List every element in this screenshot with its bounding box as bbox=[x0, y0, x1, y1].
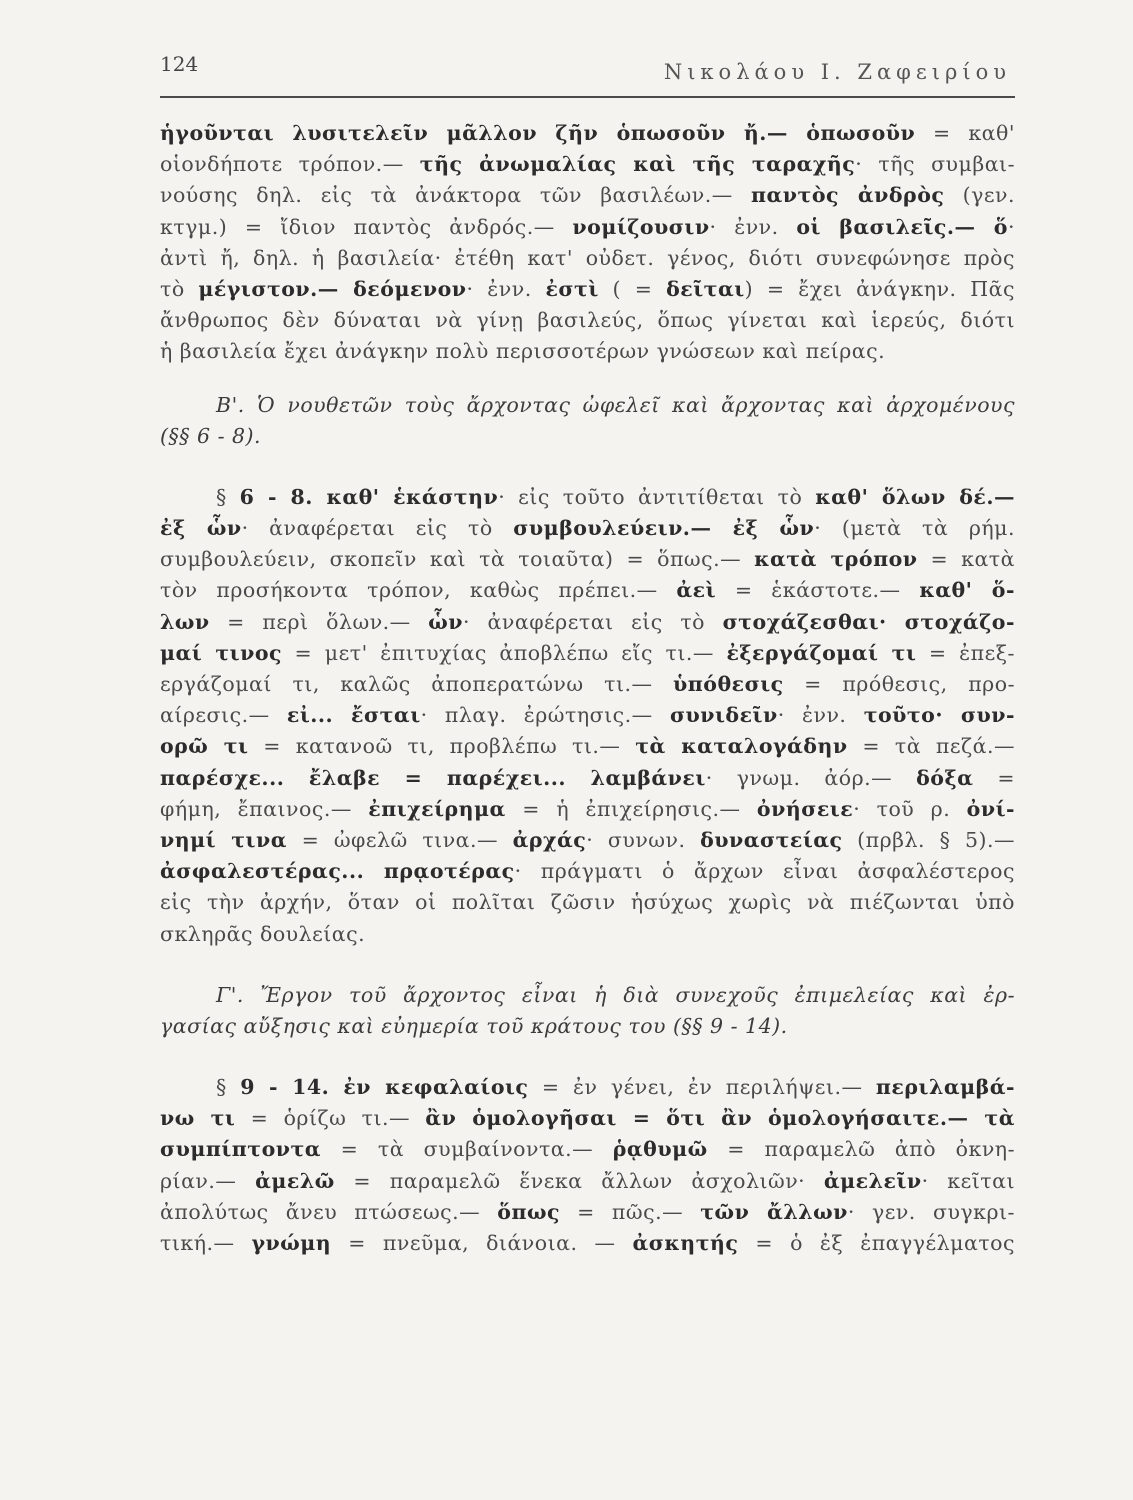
text-line: νω τι = ὁρίζω τι.— ἂν ὁμολογῆσαι = ὅτι ἂν ὁμολογήσαιτε.— τὰ bbox=[160, 1106, 1015, 1131]
text-line: ρίαν.— ἀμελῶ = παραμελῶ ἕνεκα ἄλλων ἀσχολιῶν· ἀμελεῖν· κεῖται bbox=[160, 1168, 1015, 1193]
bold-term: νημί τινα bbox=[160, 827, 287, 852]
bold-term: ἐξ ὧν bbox=[160, 516, 242, 541]
bold-term: δυναστείας bbox=[700, 827, 843, 852]
text-line: § 9 - 14. ἐν κεφαλαίοις = ἐν γένει, ἐν περιλήψει.— περιλαμβά- bbox=[216, 1075, 1015, 1100]
bold-term: ἐπιχείρημα bbox=[368, 796, 506, 821]
bold-term: εἰ... ἔσται bbox=[286, 703, 421, 728]
bold-term: ὑπόθεσις bbox=[673, 672, 784, 696]
bold-term: τῶν ἄλλων bbox=[700, 1199, 848, 1224]
bold-term: οἱ βασιλεῖς.— ὅ bbox=[796, 214, 1008, 239]
text-line: μαί τινος = μετ' ἐπιτυχίας ἀποβλέπω εἴς τι.— ἐξεργάζομαί τι = ἐπεξ- bbox=[160, 640, 1015, 665]
text-line: σκληρᾶς δουλείας. bbox=[160, 921, 366, 946]
text-line: συμπίπτοντα = τὰ συμβαίνοντα.— ῥᾳθυμῶ = παραμελῶ ἀπὸ ὀκνη- bbox=[160, 1137, 1015, 1162]
bold-term: ἀσφαλεστέρας... πρᾳοτέρας bbox=[160, 859, 515, 884]
bold-term: ορῶ τι bbox=[160, 734, 249, 759]
body-text bbox=[160, 118, 1015, 1259]
text-line: εργάζομαί τι, καλῶς ἀποπερατώνω τι.— ὑπόθεσις = πρόθεσις, προ- bbox=[160, 672, 1015, 696]
bold-term: καθ' ὅλων δέ.— bbox=[815, 484, 1015, 509]
bold-term: τοῦτο· συν- bbox=[863, 703, 1015, 728]
page-number: 124 bbox=[160, 52, 199, 76]
bold-term: ἀμελεῖν bbox=[823, 1168, 922, 1193]
text-line: αίρεσις.— εἰ... ἔσται· πλαγ. ἐρώτησις.— συνιδεῖν· ἐνν. τοῦτο· συν- bbox=[160, 703, 1015, 728]
bold-term: παρέσχε... ἔλαβε = παρέχει... λαμβάνει bbox=[160, 765, 706, 790]
bold-term: συμβουλεύειν.— ἐξ ὧν bbox=[513, 516, 815, 541]
bold-term: ὅπως bbox=[497, 1199, 560, 1224]
bold-term: ἐξεργάζομαί τι bbox=[726, 640, 917, 665]
bold-term: γνώμη bbox=[251, 1231, 332, 1255]
text-line: συμβουλεύειν, σκοπεῖν καὶ τὰ τοιαῦτα) = ὅπως.— κατὰ τρόπον = κατὰ bbox=[160, 547, 1015, 572]
text-line: ἄνθρωπος δὲν δύναται νὰ γίνῃ βασιλεύς, ὅπως γίνεται καὶ ἱερεύς, διότι bbox=[160, 308, 1015, 333]
bold-term: ἀσκητής bbox=[632, 1231, 739, 1255]
bold-term: ἡγοῦνται λυσιτελεῖν μᾶλλον ζῆν ὁπωσοῦν ἤ.— ὁπωσοῦν bbox=[160, 121, 916, 145]
text-line: οἱονδήποτε τρόπον.— τῆς ἀνωμαλίας καὶ τῆς ταραχῆς· τῆς συμβαι- bbox=[160, 152, 1015, 177]
section-heading-line: Γ'. Ἔργον τοῦ ἄρχοντος εἶναι ἡ διὰ συνεχοῦς ἐπιμελείας καὶ ἐρ- bbox=[216, 982, 1015, 1007]
text-line: ἐξ ὧν· ἀναφέρεται εἰς τὸ συμβουλεύειν.— ἐξ ὧν· (μετὰ τὰ ρήμ. bbox=[160, 516, 1015, 541]
section-heading-line: (§§ 6 - 8). bbox=[160, 423, 262, 448]
bold-term: νομίζουσιν bbox=[572, 214, 710, 239]
page-header bbox=[160, 50, 1015, 98]
text-line: τὸ μέγιστον.— δεόμενον· ἐνν. ἐστὶ ( = δεῖται) = ἔχει ἀνάγκην. Πᾶς bbox=[160, 276, 1015, 301]
bold-term: ἂν ὁμολογῆσαι = ὅτι ἂν ὁμολογήσαιτε.— τὰ bbox=[425, 1106, 1015, 1131]
bold-term: ὀνί- bbox=[966, 796, 1015, 821]
bold-term: ἀεὶ bbox=[676, 578, 717, 603]
bold-term: ὀνήσειε bbox=[756, 796, 854, 821]
bold-term: κατὰ τρόπον bbox=[754, 547, 918, 572]
text-line: νούσης δηλ. εἰς τὰ ἀνάκτορα τῶν βασιλέων.— παντὸς ἀνδρὸς (γεν. bbox=[160, 183, 1015, 208]
text-line: ἡγοῦνται λυσιτελεῖν μᾶλλον ζῆν ὁπωσοῦν ἤ.— ὁπωσοῦν = καθ' bbox=[160, 121, 1015, 145]
bold-term: 6 - 8. καθ' ἑκάστην bbox=[239, 484, 499, 509]
bold-term: καθ' ὅ- bbox=[919, 578, 1015, 603]
text-line: παρέσχε... ἔλαβε = παρέχει... λαμβάνει· γνωμ. ἀόρ.— δόξα = bbox=[160, 765, 1015, 790]
bold-term: ἐστὶ bbox=[545, 276, 599, 301]
bold-term: ἀμελῶ bbox=[255, 1168, 335, 1193]
bold-term: λων bbox=[160, 609, 210, 634]
bold-term: περιλαμβά- bbox=[875, 1075, 1015, 1100]
text-line: ἀντὶ ἤ, δηλ. ἡ βασιλεία· ἐτέθη κατ' οὐδετ. γένος, διότι συνεφώνησε πρὸς bbox=[160, 245, 1015, 270]
bold-term: δεῖται bbox=[666, 276, 745, 301]
section-heading-line: Β'. Ὁ νουθετῶν τοὺς ἄρχοντας ὠφελεῖ καὶ ἄρχοντας καὶ ἀρχομένους bbox=[216, 392, 1015, 417]
text-line: λων = περὶ ὅλων.— ὧν· ἀναφέρεται εἰς τὸ στοχάζεσθαι· στοχάζο- bbox=[160, 609, 1015, 634]
bold-term: τὰ καταλογάδην bbox=[635, 734, 848, 759]
running-title: Νικολάου Ι. Ζαφειρίου bbox=[663, 60, 1011, 84]
bold-term: δόξα bbox=[916, 765, 974, 790]
bold-term: μέγιστον.— δεόμενον bbox=[198, 276, 467, 301]
bold-term: ὧν bbox=[428, 609, 463, 634]
text-line: ἡ βασιλεία ἔχει ἀνάγκην πολὺ περισσοτέρων γνώσεων καὶ πείρας. bbox=[160, 339, 886, 364]
text-line: νημί τινα = ὠφελῶ τινα.— ἀρχάς· συνων. δυναστείας (πρβλ. § 5).— bbox=[160, 827, 1015, 852]
text-line: φήμη, ἔπαινος.— ἐπιχείρημα = ἡ ἐπιχείρησις.— ὀνήσειε· τοῦ ρ. ὀνί- bbox=[160, 796, 1015, 821]
text-line: ορῶ τι = κατανοῶ τι, προβλέπω τι.— τὰ καταλογάδην = τὰ πεζά.— bbox=[160, 734, 1015, 759]
text-line: τική.— γνώμη = πνεῦμα, διάνοια. — ἀσκητής = ὁ ἐξ ἐπαγγέλματος bbox=[160, 1231, 1015, 1255]
bold-term: μαί τινος bbox=[160, 640, 282, 665]
text-line: εἰς τὴν ἀρχήν, ὅταν οἱ πολῖται ζῶσιν ἡσύχως χωρὶς νὰ πιέζωνται ὑπὸ bbox=[160, 890, 1015, 915]
bold-term: συνιδεῖν bbox=[669, 703, 778, 728]
bold-term: ῥᾳθυμῶ bbox=[612, 1137, 708, 1162]
text-line: ἀπολύτως ἄνευ πτώσεως.— ὅπως = πῶς.— τῶν ἄλλων· γεν. συγκρι- bbox=[160, 1199, 1015, 1224]
bold-term: νω τι bbox=[160, 1106, 236, 1131]
bold-term: 9 - 14. ἐν κεφαλαίοις bbox=[240, 1075, 529, 1100]
bold-term: τῆς ἀνωμαλίας καὶ τῆς ταραχῆς bbox=[419, 152, 856, 177]
bold-term: ἀρχάς bbox=[512, 827, 587, 852]
text-line: τὸν προσήκοντα τρόπον, καθὼς πρέπει.— ἀεὶ = ἑκάστοτε.— καθ' ὅ- bbox=[160, 578, 1015, 603]
text-line: ἀσφαλεστέρας... πρᾳοτέρας· πράγματι ὁ ἄρχων εἶναι ἀσφαλέστερος bbox=[160, 859, 1015, 884]
text-line: § 6 - 8. καθ' ἑκάστην· εἰς τοῦτο ἀντιτίθεται τὸ καθ' ὅλων δέ.— bbox=[216, 484, 1015, 509]
bold-term: στοχάζεσθαι· στοχάζο- bbox=[722, 609, 1015, 634]
section-heading-line: γασίας αὔξησις καὶ εὐημερία τοῦ κράτους του (§§ 9 - 14). bbox=[160, 1013, 788, 1038]
bold-term: συμπίπτοντα bbox=[160, 1137, 322, 1162]
text-line: κτγμ.) = ἴδιον παντὸς ἀνδρός.— νομίζουσιν· ἐνν. οἱ βασιλεῖς.— ὅ· bbox=[160, 214, 1015, 239]
bold-term: παντὸς ἀνδρὸς bbox=[751, 183, 945, 208]
